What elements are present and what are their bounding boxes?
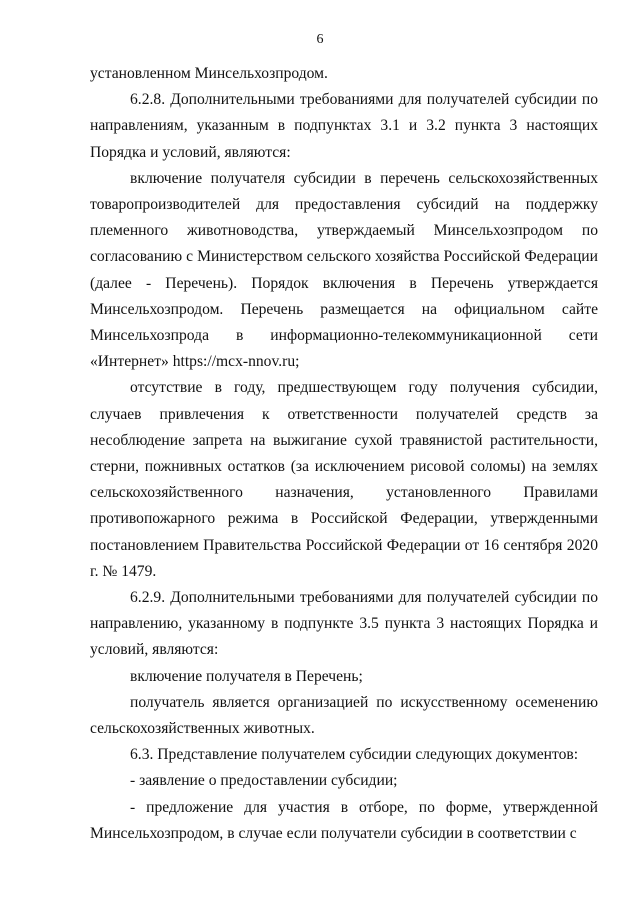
paragraph: - предложение для участия в отборе, по форме, утвержденной Минсельхозпродом, в случае если получатели субсидии в соответствии с <box>90 798 598 842</box>
paragraph: 6.2.9. Дополнительными требованиями для получателей субсидии по направлению, указанному в подпункте 3.5 пункта 3 настоящих Порядка и условий, являются: <box>90 589 598 659</box>
paragraph: - заявление о предоставлении субсидии; <box>130 772 398 790</box>
paragraph: 6.3. Представление получателем субсидии следующих документов: <box>130 746 579 764</box>
paragraph: отсутствие в году, предшествующем году получения субсидии, случаев привлечения к ответственности получателей средств за несоблюдение запрета на выжигание сухой травянистой растительности, стерни, пожнивных остатков (за исключением рисовой соломы) на землях сельскохозяйственного назначения, установленного Правилами противопожарного режима в Российской Федерации, утвержденными постановлением Правительства Российской Федерации от 16 сентября 2020 г. № 1479. <box>90 379 598 580</box>
document-body <box>90 61 598 847</box>
paragraph: включение получателя субсидии в перечень сельскохозяйственных товаропроизводителей для предоставления субсидий на поддержку племенного животноводства, утверждаемый Минсельхозпродом по согласованию с Министерством сельского хозяйства Российской Федерации (далее - Перечень). Порядок включения в Перечень утверждается Минсельхозпродом. Перечень размещается на официальном сайте Минсельхозпрода в информационно-телекоммуникационной сети «Интернет» https://mcx-nnov.ru; <box>90 169 598 371</box>
paragraph: 6.2.8. Дополнительными требованиями для получателей субсидии по направлениям, указанным в подпунктах 3.1 и 3.2 пункта 3 настоящих Порядка и условий, являются: <box>90 91 598 161</box>
page-number: 6 <box>316 32 324 47</box>
paragraph: получатель является организацией по искусственному осеменению сельскохозяйственных животных. <box>90 693 598 738</box>
paragraph: включение получателя в Перечень; <box>130 667 363 685</box>
paragraph: установленном Минсельхозпродом. <box>90 65 328 82</box>
